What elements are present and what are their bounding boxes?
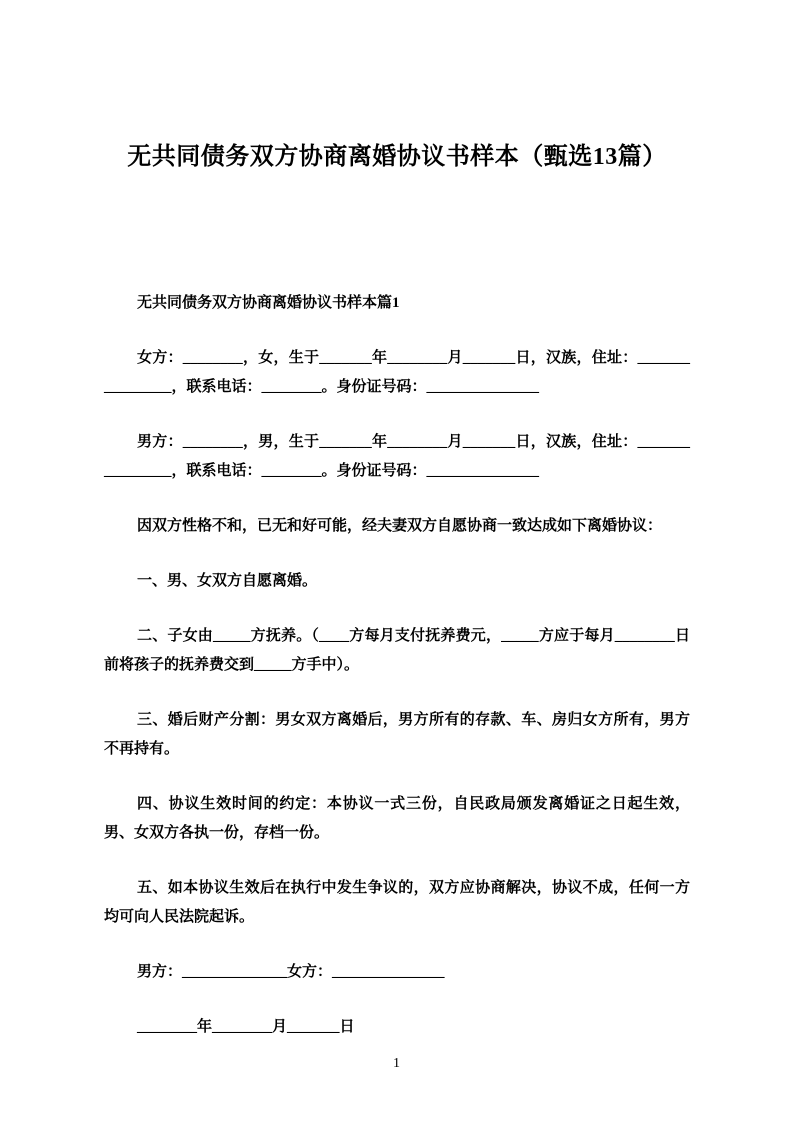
page-content [0,141,793,1042]
paragraph-preamble: 因双方性格不和，已无和好可能，经夫妻双方自愿协商一致达成如下离婚协议： [137,518,663,534]
clause-3-property: 三、婚后财产分割：男女双方离婚后，男方所有的存款、车、房归女方所有，男方不再持有。 [104,712,690,757]
document-title: 无共同债务双方协商离婚协议书样本（甄选13篇） [127,144,667,170]
clause-5-dispute: 五、如本协议生效后在执行中发生争议的，双方应协商解决，协议不成，任何一方均可向人民法院起诉。 [104,880,690,925]
clause-1-divorce: 一、男、女双方自愿离婚。 [137,573,318,589]
paragraph-man-info: 男方：________，男，生于_______年________月_______日，汉族，住址：________________，联系电话：________。身份证号码：_______________ [104,434,690,479]
signature-line: 男方：______________女方：_______________ [137,964,445,980]
paragraph-woman-info: 女方：________，女，生于_______年________月_______日，汉族，住址：________________，联系电话：________。身份证号码：_______________ [104,350,690,395]
clause-2-custody: 二、子女由_____方抚养。（____方每月支付抚养费元，_____方应于每月________日前将孩子的抚养费交到_____方手中）。 [104,628,690,673]
page-number: 1 [393,1056,400,1071]
clause-4-effective-time: 四、协议生效时间的约定：本协议一式三份，自民政局颁发离婚证之日起生效，男、女双方各执一份，存档一份。 [104,796,690,841]
date-line: ________年________月_______日 [137,1019,355,1035]
section-heading: 无共同债务双方协商离婚协议书样本篇1 [137,295,400,311]
